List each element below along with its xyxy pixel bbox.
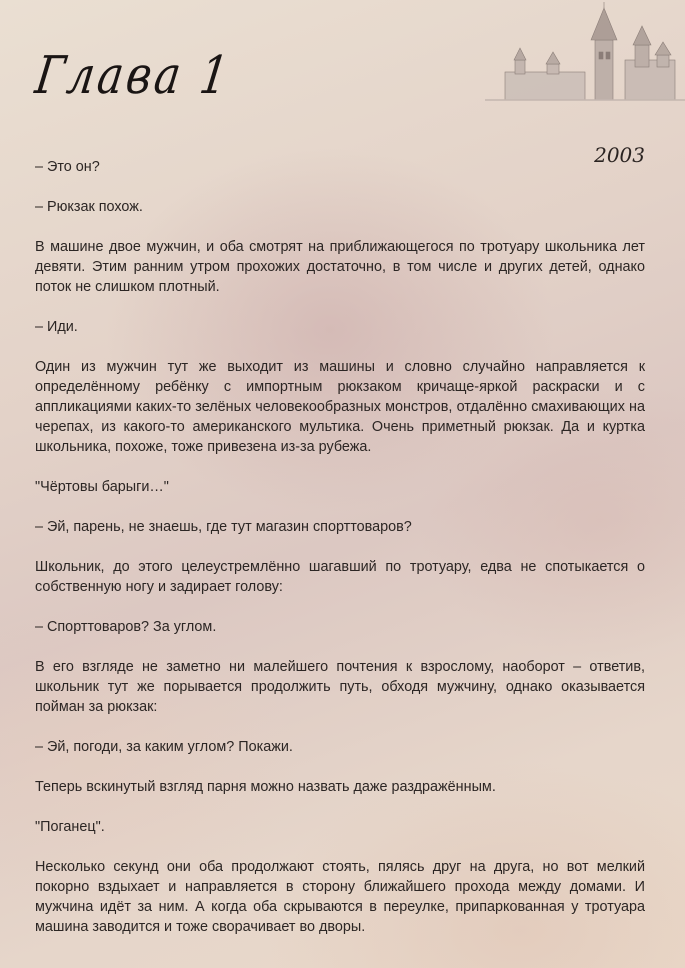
paragraph: – Эй, парень, не знаешь, где тут магазин спорттоваров? <box>35 519 412 535</box>
paragraph: – Иди. <box>35 319 78 335</box>
paragraph: – Рюкзак похож. <box>35 199 143 215</box>
year-label: 2003 <box>594 143 645 167</box>
paragraph: Школьник, до этого целеустремлённо шагавший по тротуару, едва не спотыкается о собственную ногу и задирает голову: <box>35 559 645 595</box>
kremlin-tower-illustration <box>485 0 685 110</box>
paragraph: "Чёртовы барыги…" <box>35 479 169 495</box>
paragraph: – Эй, погоди, за каким углом? Покажи. <box>35 739 293 755</box>
paragraph: Теперь вскинутый взгляд парня можно назвать даже раздражённым. <box>35 779 496 795</box>
chapter-title: Глава 1 <box>31 46 235 106</box>
paragraph: – Это он? <box>35 159 100 175</box>
paragraph: Несколько секунд они оба продолжают стоять, пялясь друг на друга, но вот мелкий покорно вздыхает и направляется в сторону ближайшего прохода между домами. И мужчина идёт за ним. А когда оба скрываются в переулке, припаркованная у тротуара машина заводится и тоже сворачивает во дворы. <box>35 859 645 935</box>
paragraph: В его взгляде не заметно ни малейшего почтения к взрослому, наоборот – ответив, школьник тут же порывается продолжить путь, обходя мужчину, однако оказывается пойман за рюкзак: <box>35 659 645 715</box>
paragraph: В машине двое мужчин, и оба смотрят на приближающегося по тротуару школьника лет девяти. Этим ранним утром прохожих достаточно, в том числе и других детей, однако поток не слишком плотный. <box>35 239 645 295</box>
story-text <box>35 157 645 957</box>
paragraph: "Поганец". <box>35 819 105 835</box>
paragraph: Один из мужчин тут же выходит из машины и словно случайно направляется к определённому ребёнку с импортным рюкзаком кричаще-яркой раскраски и с аппликациями каких-то зелёных человекообразных монстров, отдалённо смахивающих на черепах, из какого-то американского мультика. Очень приметный рюкзак. Да и куртка школьника, похоже, тоже привезена из-за рубежа. <box>35 359 645 455</box>
paragraph: – Спорттоваров? За углом. <box>35 619 217 635</box>
